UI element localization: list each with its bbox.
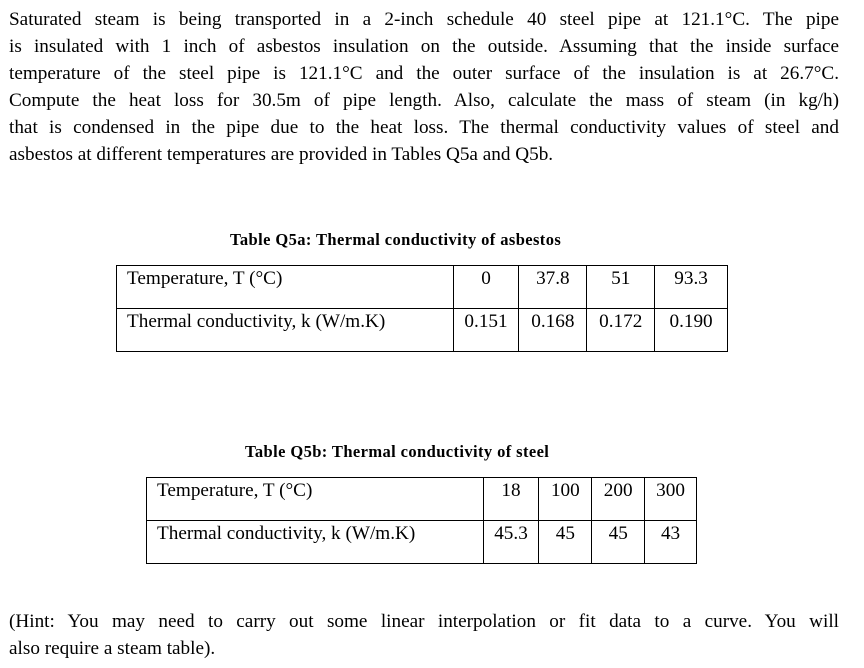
table-a-cell: 51 bbox=[587, 266, 655, 309]
problem-line: temperature of the steel pipe is 121.1°C and the outer surface of the insulation is at 26.7°C. bbox=[9, 63, 839, 84]
problem-line: that is condensed in the pipe due to the heat loss. The thermal conductivity values of steel and bbox=[9, 117, 839, 138]
table-a-cell: 0.151 bbox=[453, 309, 519, 352]
table-b-cell: 100 bbox=[539, 478, 592, 521]
table-a-cell: 37.8 bbox=[519, 266, 587, 309]
problem-line: is insulated with 1 inch of asbestos insulation on the outside. Assuming that the inside surface bbox=[9, 36, 839, 57]
table-a-row-label-temperature: Temperature, T (°C) bbox=[117, 266, 454, 309]
table-a-row-label-conductivity: Thermal conductivity, k (W/m.K) bbox=[117, 309, 454, 352]
table-b-cell: 45 bbox=[539, 521, 592, 564]
table-row bbox=[147, 521, 697, 564]
problem-line: Saturated steam is being transported in a 2-inch schedule 40 steel pipe at 121.1°C. The pipe bbox=[9, 9, 839, 30]
table-a-cell: 93.3 bbox=[655, 266, 728, 309]
table-b-cell: 45 bbox=[592, 521, 645, 564]
problem-line: asbestos at different temperatures are provided in Tables Q5a and Q5b. bbox=[9, 144, 554, 165]
hint-line: also require a steam table). bbox=[9, 638, 216, 659]
problem-line: Compute the heat loss for 30.5m of pipe length. Also, calculate the mass of steam (in kg/h) bbox=[9, 90, 839, 111]
table-row bbox=[117, 266, 728, 309]
table-a-cell: 0.190 bbox=[655, 309, 728, 352]
table-a bbox=[116, 265, 728, 352]
problem-statement bbox=[9, 6, 839, 168]
table-b-cell: 200 bbox=[592, 478, 645, 521]
table-a-cell: 0 bbox=[453, 266, 519, 309]
table-a-cell: 0.168 bbox=[519, 309, 587, 352]
table-b-cell: 43 bbox=[645, 521, 697, 564]
table-row bbox=[147, 478, 697, 521]
table-b bbox=[146, 477, 697, 564]
table-b-cell: 45.3 bbox=[483, 521, 539, 564]
table-a-cell: 0.172 bbox=[587, 309, 655, 352]
table-b-row-label-temperature: Temperature, T (°C) bbox=[147, 478, 484, 521]
table-row bbox=[117, 309, 728, 352]
hint-text bbox=[9, 608, 839, 662]
table-b-cell: 18 bbox=[483, 478, 539, 521]
table-b-caption: Table Q5b: Thermal conductivity of steel bbox=[245, 442, 550, 461]
table-a-caption: Table Q5a: Thermal conductivity of asbestos bbox=[230, 230, 562, 249]
table-b-row-label-conductivity: Thermal conductivity, k (W/m.K) bbox=[147, 521, 484, 564]
table-b-cell: 300 bbox=[645, 478, 697, 521]
hint-line: (Hint: You may need to carry out some linear interpolation or fit data to a curve. You will bbox=[9, 611, 839, 632]
